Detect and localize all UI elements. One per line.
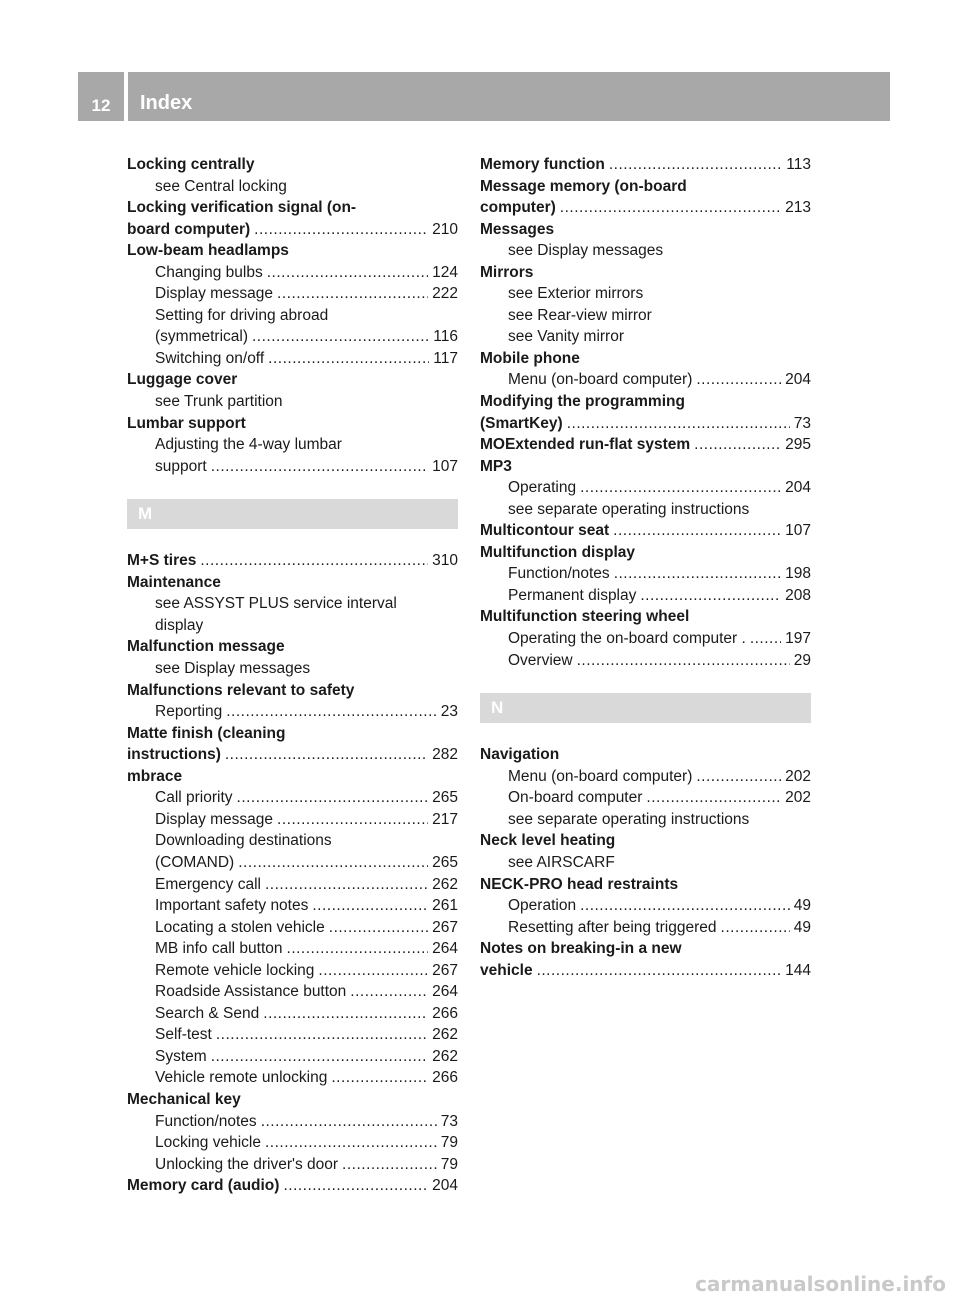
entry-text: Multifunction steering wheel bbox=[480, 608, 690, 626]
dot-leader bbox=[580, 477, 781, 499]
index-subentry bbox=[127, 1067, 458, 1089]
dot-leader bbox=[312, 895, 428, 917]
index-subentry bbox=[127, 391, 458, 413]
index-subentry bbox=[127, 326, 458, 348]
index-subentry bbox=[127, 305, 458, 327]
entry-text: Emergency call bbox=[155, 875, 261, 893]
entry-text: Matte finish (cleaning bbox=[127, 724, 286, 742]
index-entry bbox=[127, 572, 458, 594]
entry-text: Malfunctions relevant to safety bbox=[127, 681, 355, 699]
page-ref[interactable]: 144 bbox=[785, 961, 811, 979]
index-entry bbox=[127, 1175, 458, 1197]
index-entry bbox=[480, 176, 811, 198]
index-subentry bbox=[127, 895, 458, 917]
index-entry bbox=[480, 744, 811, 766]
index-subentry bbox=[127, 434, 458, 456]
index-entry bbox=[127, 1089, 458, 1111]
index-subentry bbox=[480, 787, 811, 809]
dot-leader bbox=[537, 960, 782, 982]
entry-text: (symmetrical) bbox=[155, 328, 248, 346]
entry-text: Low-beam headlamps bbox=[127, 242, 289, 260]
section-heading: M bbox=[127, 499, 458, 529]
index-entry bbox=[480, 434, 811, 456]
index-subentry bbox=[480, 326, 811, 348]
page-ref[interactable]: 117 bbox=[433, 349, 458, 367]
entry-text: Message memory (on-board bbox=[480, 177, 687, 195]
entry-text: Locking centrally bbox=[127, 156, 255, 173]
index-subentry bbox=[127, 809, 458, 831]
page-title: Index bbox=[140, 92, 193, 114]
dot-leader bbox=[721, 917, 790, 939]
dot-leader bbox=[268, 348, 429, 370]
entry-text: Changing bulbs bbox=[155, 263, 263, 281]
index-subentry bbox=[127, 456, 458, 478]
index-subentry bbox=[480, 305, 811, 327]
entry-text: mbrace bbox=[127, 767, 183, 785]
header-bar bbox=[78, 72, 890, 121]
index-subentry bbox=[127, 176, 458, 198]
index-entry bbox=[127, 240, 458, 262]
spacer bbox=[480, 671, 811, 693]
entry-text: Overview bbox=[508, 651, 573, 669]
entry-text: see ASSYST PLUS service interval bbox=[155, 595, 397, 613]
index-subentry bbox=[127, 1024, 458, 1046]
dot-leader bbox=[226, 701, 437, 723]
dot-leader bbox=[580, 895, 790, 917]
page-ref[interactable]: 23 bbox=[440, 703, 458, 721]
index-column-right bbox=[480, 154, 811, 981]
entry-text: Locking verification signal (on- bbox=[127, 199, 357, 217]
spacer bbox=[127, 529, 458, 551]
index-subentry bbox=[127, 960, 458, 982]
page-ref[interactable]: 265 bbox=[432, 789, 458, 807]
entry-text: Menu (on-board computer) bbox=[508, 767, 693, 785]
dot-leader bbox=[254, 219, 428, 241]
index-entry bbox=[480, 348, 811, 370]
entry-text: Mirrors bbox=[480, 263, 534, 281]
entry-text: display bbox=[155, 616, 204, 634]
page-ref[interactable]: 124 bbox=[432, 263, 458, 281]
page-ref[interactable]: 295 bbox=[785, 436, 811, 454]
entry-text: NECK-PRO head restraints bbox=[480, 875, 679, 893]
entry-text: Operating bbox=[508, 479, 577, 497]
entry-text: On-board computer bbox=[508, 789, 643, 807]
dot-leader bbox=[277, 809, 428, 831]
page-ref[interactable]: 107 bbox=[785, 522, 811, 540]
dot-leader bbox=[287, 938, 429, 960]
index-subentry bbox=[480, 585, 811, 607]
index-entry bbox=[127, 219, 458, 241]
entry-text: Multifunction display bbox=[480, 543, 635, 561]
entry-text: support bbox=[155, 457, 207, 475]
dot-leader bbox=[567, 413, 790, 435]
entry-text: Operation bbox=[508, 897, 577, 915]
index-subentry bbox=[480, 240, 811, 262]
page-ref[interactable]: 107 bbox=[432, 457, 458, 475]
header-divider bbox=[124, 72, 128, 121]
dot-leader bbox=[329, 917, 428, 939]
index-subentry bbox=[480, 917, 811, 939]
index-subentry bbox=[480, 499, 811, 521]
index-subentry bbox=[127, 1046, 458, 1068]
index-entry bbox=[480, 874, 811, 896]
entry-text: Search & Send bbox=[155, 1004, 260, 1022]
page-ref[interactable]: 264 bbox=[432, 940, 458, 958]
entry-text: Navigation bbox=[480, 746, 560, 764]
entry-text: Switching on/off bbox=[155, 349, 265, 367]
index-subentry bbox=[480, 369, 811, 391]
entry-text: System bbox=[155, 1047, 207, 1065]
dot-leader bbox=[225, 744, 428, 766]
entry-text: Lumbar support bbox=[127, 414, 246, 432]
index-entry bbox=[127, 197, 458, 219]
dot-leader bbox=[640, 585, 781, 607]
entry-text: Call priority bbox=[155, 789, 233, 807]
entry-text: Display message bbox=[155, 810, 274, 828]
dot-leader bbox=[277, 283, 428, 305]
index-subentry bbox=[127, 593, 458, 615]
index-entry bbox=[127, 680, 458, 702]
index-subentry bbox=[127, 658, 458, 680]
page-ref[interactable]: 49 bbox=[793, 918, 811, 936]
entry-text: MB info call button bbox=[155, 940, 283, 958]
dot-leader bbox=[694, 434, 781, 456]
page-ref[interactable]: 264 bbox=[432, 983, 458, 1001]
page-ref[interactable]: 262 bbox=[432, 875, 458, 893]
entry-text: see separate operating instructions bbox=[508, 810, 750, 828]
page-ref[interactable]: 197 bbox=[785, 630, 811, 648]
page-ref[interactable]: 222 bbox=[432, 285, 458, 303]
page-ref[interactable]: 29 bbox=[793, 651, 811, 669]
page-ref[interactable]: 116 bbox=[433, 328, 458, 346]
entry-text: see AIRSCARF bbox=[508, 853, 615, 871]
entry-text: Neck level heating bbox=[480, 832, 616, 850]
index-entry bbox=[480, 219, 811, 241]
entry-text: Memory function bbox=[480, 156, 605, 173]
index-subentry bbox=[127, 283, 458, 305]
entry-text: Remote vehicle locking bbox=[155, 961, 315, 979]
dot-leader bbox=[342, 1154, 437, 1176]
page-ref[interactable]: 282 bbox=[432, 746, 458, 764]
entry-text: Function/notes bbox=[155, 1112, 257, 1130]
index-subentry bbox=[127, 981, 458, 1003]
index-subentry bbox=[127, 1154, 458, 1176]
index-subentry bbox=[480, 628, 811, 650]
index-subentry bbox=[480, 283, 811, 305]
dot-leader bbox=[646, 787, 781, 809]
page-ref[interactable]: 266 bbox=[432, 1069, 458, 1087]
index-entry bbox=[480, 456, 811, 478]
index-subentry bbox=[127, 1003, 458, 1025]
entry-text: see Exterior mirrors bbox=[508, 285, 644, 303]
index-entry bbox=[480, 520, 811, 542]
dot-leader bbox=[331, 1067, 428, 1089]
index-subentry bbox=[127, 852, 458, 874]
index-entry bbox=[127, 766, 458, 788]
entry-text: Self-test bbox=[155, 1026, 212, 1044]
entry-text: Luggage cover bbox=[127, 371, 238, 389]
entry-text: Malfunction message bbox=[127, 638, 285, 656]
index-subentry bbox=[127, 615, 458, 637]
index-subentry bbox=[127, 830, 458, 852]
entry-text: see Rear-view mirror bbox=[508, 306, 652, 324]
dot-leader bbox=[216, 1024, 428, 1046]
entry-text: instructions) bbox=[127, 746, 221, 764]
index-entry bbox=[480, 391, 811, 413]
index-entry bbox=[127, 154, 458, 176]
entry-text: (COMAND) bbox=[155, 853, 235, 871]
entry-text: see Display messages bbox=[155, 660, 311, 678]
index-subentry bbox=[480, 809, 811, 831]
index-entry bbox=[480, 262, 811, 284]
page-ref[interactable]: 217 bbox=[432, 810, 458, 828]
dot-leader bbox=[261, 1111, 437, 1133]
entry-text: Setting for driving abroad bbox=[155, 306, 329, 324]
entry-text: board computer) bbox=[127, 220, 251, 238]
page-ref[interactable]: 49 bbox=[793, 897, 811, 915]
dot-leader bbox=[614, 563, 781, 585]
page-ref[interactable]: 79 bbox=[440, 1134, 458, 1152]
entry-text: Notes on breaking-in a new bbox=[480, 940, 682, 958]
index-entry bbox=[480, 542, 811, 564]
page-ref[interactable]: 202 bbox=[785, 789, 811, 807]
page-number: 12 bbox=[91, 96, 111, 115]
index-column-left bbox=[127, 154, 458, 1197]
page-ref[interactable]: 267 bbox=[432, 918, 458, 936]
dot-leader bbox=[238, 852, 428, 874]
dot-leader bbox=[237, 787, 429, 809]
entry-text: Multicontour seat bbox=[480, 522, 610, 540]
watermark: carmanualsonline.info bbox=[695, 1272, 946, 1296]
page-ref[interactable]: 310 bbox=[432, 552, 458, 570]
entry-text: M+S tires bbox=[127, 552, 197, 570]
page-ref[interactable]: 266 bbox=[432, 1004, 458, 1022]
page-ref[interactable]: 204 bbox=[785, 479, 811, 497]
dot-leader bbox=[696, 766, 781, 788]
page-ref[interactable]: 262 bbox=[432, 1047, 458, 1065]
index-entry bbox=[127, 369, 458, 391]
dot-leader bbox=[211, 456, 428, 478]
dot-leader bbox=[267, 262, 428, 284]
index-entry bbox=[127, 636, 458, 658]
index-entry bbox=[480, 197, 811, 219]
index-subentry bbox=[127, 262, 458, 284]
page-ref[interactable]: 79 bbox=[440, 1155, 458, 1173]
index-subentry bbox=[127, 938, 458, 960]
page-ref[interactable]: 213 bbox=[785, 199, 811, 217]
index-entry bbox=[480, 413, 811, 435]
entry-text: MP3 bbox=[480, 457, 512, 475]
index-subentry bbox=[480, 766, 811, 788]
page-ref[interactable]: 210 bbox=[432, 220, 458, 238]
entry-text: see Central locking bbox=[155, 177, 287, 195]
entry-text: Reporting bbox=[155, 703, 223, 721]
entry-text: (SmartKey) bbox=[480, 414, 563, 432]
entry-text: Messages bbox=[480, 220, 555, 238]
index-entry bbox=[127, 413, 458, 435]
entry-text: Function/notes bbox=[508, 565, 610, 583]
dot-leader bbox=[211, 1046, 428, 1068]
page-ref[interactable]: 208 bbox=[785, 586, 811, 604]
page-ref[interactable]: 202 bbox=[785, 767, 811, 785]
index-entry bbox=[127, 550, 458, 572]
dot-leader bbox=[318, 960, 428, 982]
spacer bbox=[127, 477, 458, 499]
index-subentry bbox=[127, 1111, 458, 1133]
entry-text: Memory card (audio) bbox=[127, 1177, 280, 1195]
dot-leader bbox=[577, 650, 790, 672]
entry-text: Menu (on-board computer) bbox=[508, 371, 693, 389]
entry-text: computer) bbox=[480, 199, 556, 217]
index-entry bbox=[480, 960, 811, 982]
page-ref[interactable]: 73 bbox=[440, 1112, 458, 1130]
index-subentry bbox=[127, 787, 458, 809]
entry-text: Mobile phone bbox=[480, 349, 580, 367]
spacer bbox=[480, 723, 811, 745]
entry-text: Permanent display bbox=[508, 586, 637, 604]
index-entry bbox=[480, 938, 811, 960]
dot-leader bbox=[350, 981, 428, 1003]
dot-leader bbox=[750, 628, 781, 650]
index-subentry bbox=[480, 477, 811, 499]
index-entry bbox=[127, 723, 458, 745]
entry-text: see separate operating instructions bbox=[508, 500, 750, 518]
entry-text: Roadside Assistance button bbox=[155, 983, 347, 1001]
index-entry bbox=[480, 606, 811, 628]
index-subentry bbox=[127, 1132, 458, 1154]
page-ref[interactable]: 113 bbox=[786, 156, 811, 173]
entry-text: Resetting after being triggered bbox=[508, 918, 717, 936]
index-subentry bbox=[480, 895, 811, 917]
dot-leader bbox=[283, 1175, 428, 1197]
page-ref[interactable]: 204 bbox=[785, 371, 811, 389]
entry-text: Display message bbox=[155, 285, 274, 303]
entry-text: Downloading destinations bbox=[155, 832, 332, 850]
index-subentry bbox=[480, 650, 811, 672]
entry-text: Important safety notes bbox=[155, 897, 309, 915]
dot-leader bbox=[265, 1132, 437, 1154]
dot-leader bbox=[609, 154, 782, 176]
entry-text: Maintenance bbox=[127, 573, 221, 591]
entry-text: Operating the on-board computer . bbox=[508, 630, 746, 648]
dot-leader bbox=[696, 369, 781, 391]
entry-text: vehicle bbox=[480, 961, 533, 979]
index-subentry bbox=[127, 917, 458, 939]
entry-text: see Trunk partition bbox=[155, 393, 283, 411]
page-ref[interactable]: 265 bbox=[432, 853, 458, 871]
page-ref[interactable]: 267 bbox=[432, 961, 458, 979]
dot-leader bbox=[200, 550, 428, 572]
dot-leader bbox=[560, 197, 781, 219]
entry-text: Adjusting the 4-way lumbar bbox=[155, 436, 342, 454]
entry-text: Modifying the programming bbox=[480, 393, 685, 411]
dot-leader bbox=[265, 874, 428, 896]
index-subentry bbox=[127, 348, 458, 370]
index-subentry bbox=[480, 563, 811, 585]
section-heading: N bbox=[480, 693, 811, 723]
entry-text: Vehicle remote unlocking bbox=[155, 1069, 328, 1087]
page-ref[interactable]: 198 bbox=[785, 565, 811, 583]
index-subentry bbox=[480, 852, 811, 874]
page-ref[interactable]: 73 bbox=[793, 414, 811, 432]
entry-text: MOExtended run-flat system bbox=[480, 436, 691, 454]
entry-text: Mechanical key bbox=[127, 1090, 241, 1108]
index-entry bbox=[480, 830, 811, 852]
entry-text: see Vanity mirror bbox=[508, 328, 624, 346]
page-ref[interactable]: 261 bbox=[432, 897, 458, 915]
index-subentry bbox=[127, 874, 458, 896]
index-entry bbox=[127, 744, 458, 766]
dot-leader bbox=[263, 1003, 428, 1025]
page-ref[interactable]: 262 bbox=[432, 1026, 458, 1044]
entry-text: see Display messages bbox=[508, 242, 664, 260]
entry-text: Locating a stolen vehicle bbox=[155, 918, 325, 936]
dot-leader bbox=[613, 520, 781, 542]
dot-leader bbox=[252, 326, 429, 348]
index-subentry bbox=[127, 701, 458, 723]
index-entry bbox=[480, 154, 811, 176]
entry-text: Locking vehicle bbox=[155, 1134, 261, 1152]
entry-text: Unlocking the driver's door bbox=[155, 1155, 339, 1173]
page-ref[interactable]: 204 bbox=[432, 1177, 458, 1195]
